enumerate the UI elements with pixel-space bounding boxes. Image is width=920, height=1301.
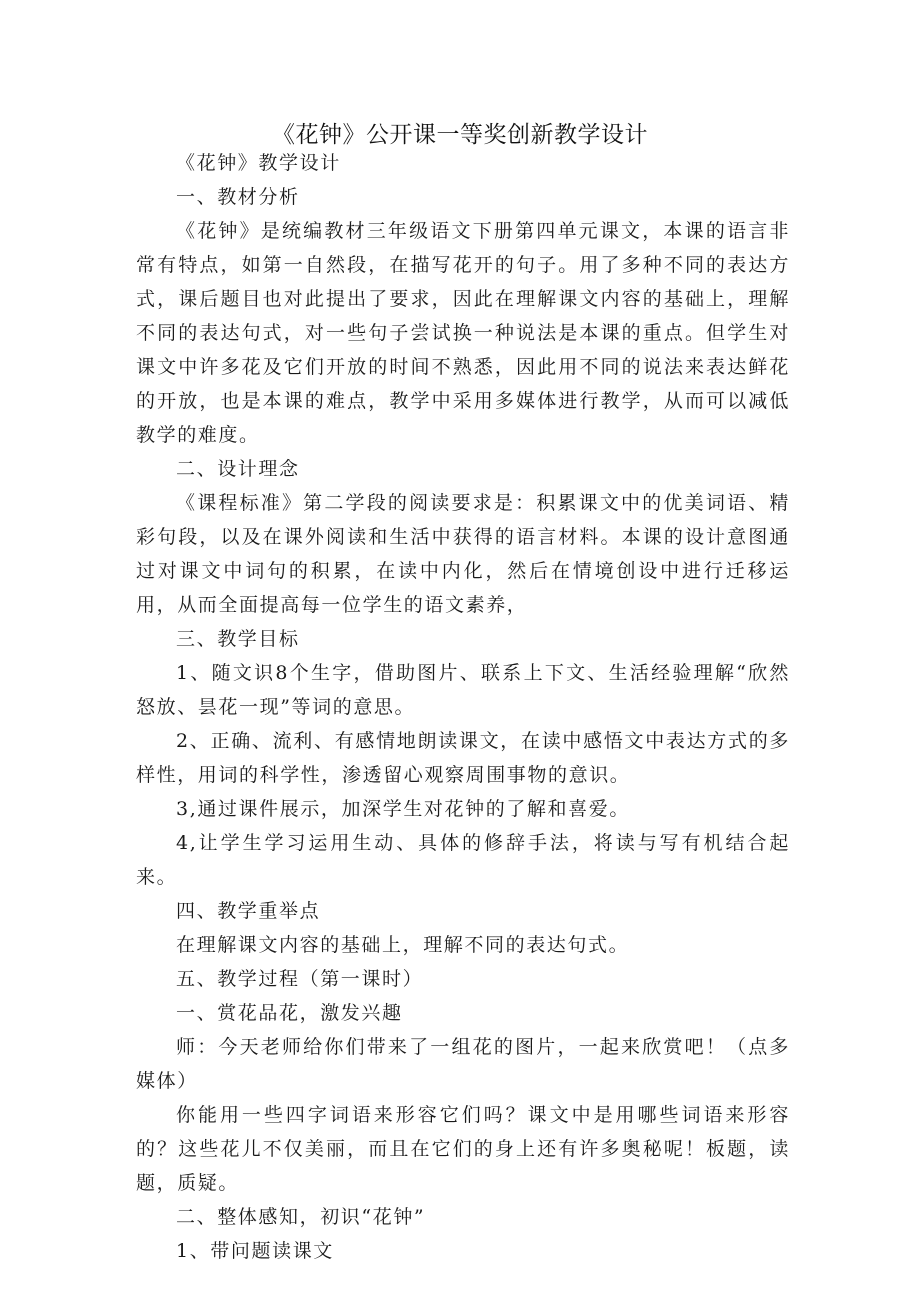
paragraph-design-concept: 《课程标准》第二学段的阅读要求是：积累课文中的优美词语、精彩句段，以及在课外阅读和生活中获得的语言材料。本课的设计意图通过对课文中词句的积累，在读中内化，然后在情境创设中进行迁移运用，从而全面提高每一位学生的语文素养， <box>136 492 790 616</box>
paragraph-key-points: 在理解课文内容的基础上，理解不同的表达句式。 <box>176 934 630 956</box>
section-heading-teaching-goals: 三、教学目标 <box>176 628 300 650</box>
document-subtitle: 《花钟》教学设计 <box>176 152 341 174</box>
section-heading-textbook-analysis: 一、教材分析 <box>176 186 300 208</box>
document-body <box>136 146 790 1268</box>
document-title: 《花钟》公开课一等奖创新教学设计 <box>272 122 648 148</box>
section-heading-key-points: 四、教学重举点 <box>176 900 321 922</box>
paragraph-textbook-analysis: 《花钟》是统编教材三年级语文下册第四单元课文，本课的语言非常有特点，如第一自然段，在描写花开的句子。用了多种不同的表达方式，课后题目也对此提出了要求，因此在理解课文内容的基础上，理解不同的表达句式，对一些句子尝试换一种说法是本课的重点。但学生对课文中许多花及它们开放的时间不熟悉，因此用不同的说法来表达鲜花的开放，也是本课的难点，教学中采用多媒体进行教学，从而可以减低教学的难度。 <box>136 220 790 446</box>
section-heading-teaching-process: 五、教学过程（第一课时） <box>176 968 424 990</box>
step1-paragraph-1: 师：今天老师给你们带来了一组花的图片，一起来欣赏吧！（点多媒体） <box>136 1036 790 1092</box>
step2-item-1: 1、带问题读课文 <box>176 1240 334 1262</box>
goal-item-1: 1、随文识8个生字，借助图片、联系上下文、生活经验理解“欣然怒放、昙花一现”等词的意思。 <box>136 662 790 718</box>
step2-heading: 二、整体感知，初识“花钟” <box>176 1206 426 1228</box>
step1-paragraph-2: 你能用一些四字词语来形容它们吗？课文中是用哪些词语来形容的？这些花儿不仅美丽，而且在它们的身上还有许多奥秘呢！板题，读题，质疑。 <box>136 1104 790 1194</box>
goal-item-4: 4,让学生学习运用生动、具体的修辞手法，将读与写有机结合起来。 <box>136 832 790 888</box>
step1-heading: 一、赏花品花，激发兴趣 <box>176 1002 403 1024</box>
goal-item-2: 2、正确、流利、有感情地朗读课文，在读中感悟文中表达方式的多样性，用词的科学性，渗透留心观察周围事物的意识。 <box>136 730 790 786</box>
goal-item-3: 3,通过课件展示，加深学生对花钟的了解和喜爱。 <box>176 798 630 820</box>
section-heading-design-concept: 二、设计理念 <box>176 458 300 480</box>
